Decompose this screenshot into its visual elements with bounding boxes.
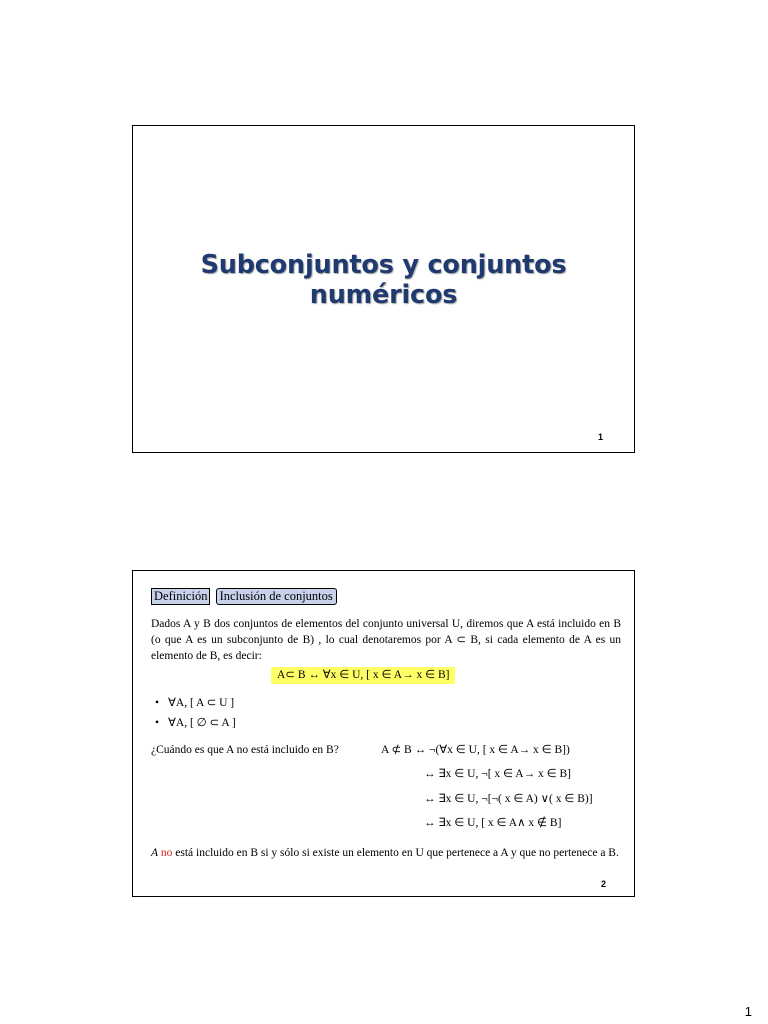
bullet-item: • ∀A, [ A ⊂ U ] [155, 693, 236, 713]
conclusion-text [151, 845, 621, 861]
definition-tag: Definición [151, 588, 210, 605]
question-text: ¿Cuándo es que A no está incluido en B? [151, 744, 339, 756]
slide-number: 2 [600, 879, 606, 889]
page-number: 1 [744, 1004, 752, 1019]
slide-number: 1 [597, 432, 603, 442]
derivation-line: ↔ ∃x ∈ U, [ x ∈ A∧ x ∉ B] [424, 817, 562, 829]
derivation-line: ↔ ∃x ∈ U, ¬[¬( x ∈ A) ∨( x ∈ B)] [424, 793, 593, 805]
slide-1 [132, 125, 635, 453]
conclusion-var: A [151, 847, 159, 859]
bullet-list [155, 693, 236, 733]
slide-title: Subconjuntos y conjuntos numéricos [200, 250, 567, 310]
inclusion-tag: Inclusión de conjuntos [216, 588, 337, 605]
derivation-line: ↔ ∃x ∈ U, ¬[ x ∈ A→ x ∈ B] [424, 768, 571, 780]
conclusion-rest: está incluido en B si y sólo si existe un elemento en U que pertenece a A y que no pertenece a B. [175, 847, 619, 859]
derivation-line: A ⊄ B ↔ ¬(∀x ∈ U, [ x ∈ A→ x ∈ B]) [381, 744, 570, 756]
slide-2 [132, 570, 635, 897]
definition-text: Dados A y B dos conjuntos de elementos del conjunto universal U, diremos que A está incluido en B (o que A es un subconjunto de B) , lo cual denotaremos por A ⊂ B, si cada elemento de A es un elemento de B, es decir: [151, 618, 621, 662]
conclusion-no: no [160, 847, 173, 859]
inclusion-formula: A⊂ B ↔ ∀x ∈ U, [ x ∈ A→ x ∈ B] [271, 667, 455, 684]
bullet-item: • ∀A, [ ∅ ⊂ A ] [155, 713, 236, 733]
definition-tags [151, 588, 337, 605]
